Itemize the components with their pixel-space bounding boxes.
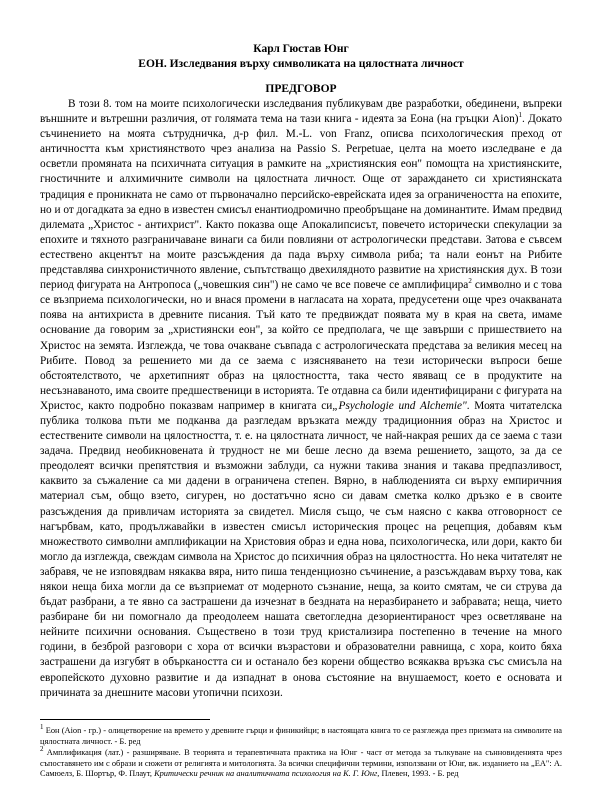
- footnote-2: [40, 745, 562, 780]
- body-text-part-4: . Моята читателска публика толкова пъти ме подканва да разгледам връзката между традиционния образ на Христос и естествените символи на цялостността, т. е. на цялостната личност, че най-накрая реших да се заема с тази задача. Предвид необикновената ѝ трудност не ми беше лесно да взема решението, защото, за да се преодолеят всички препятствия и възможни заблуди, са нужни такива знания и такава предпазливост, каквито за съжаление са ми дадени в ограничена степен. Вярно, в наблюденията си върху емпиричния материал съм, общо взето, сигурен, но достатъчно ясно си давам сметка колко дръзко е в своите разсъждения да привличам историята за свидетел. Мисля също, че съм наясно с каква отговорност се нагърбвам, като, продължавайки в известен смисъл историческия процес на рецепция, добавям към множеството символни амплификации на Христовия образ и една нова, психологическа, или дори, както би могло да изглежда, свеждам символа на Христос до психичния образ на цялостността. Но нека читателят не забравя, че не изповядвам някаква вяра, нито пиша тенденциозно съчинение, а разсъждавам върху това, как някои неща биха могли да се възприемат от модерното съзнание, неща, за които смятам, че си струва да бъдат разбрани, а те явно са застрашени да изчезнат в бездната на неразбирането и забравата; неща, чието разбиране би ни помогнало да преодолеем нашата светоглeдна дезориентираност чрез осветляване на нейните психични основания. Съществено в този труд кристализира постепенно в течение на много години, в безброй разговори с хора от всички възрастови и образователни равнища, с хора, които бяха застрашени да изгубят в объркаността си и останало без корени общество всякаква връзка със смисъла на европейското духовно развитие и да изпаднат в онова състояние на внушаемост, което е основата и причината за днешните масови утопични психози.: [40, 399, 563, 699]
- body-text-part-3: символно и с това се възприема психологически, но и внася промени в нагласата на хората, предусетени още чрез очакваната поява на антихриста в древните писания. Тъй като те предвиждат появата му в края на света, имаме основание да говорим за „християнски еон", за който се предполага, че ще завърши с пришествието на Христос на земята. Изглежда, че това очакване съвпада с астрологическата представа за великия месец на Рибите. Повод за решението ми да се заема с изясняването на тези исторически въпроси беше обстоятелството, че архетипният образ на цялостността, така често явяващ се в продуктите на несъзнаваното, има своите предшественици в историята. Те отдавна са били идентифицирани с фигурата на Христос, както подробно показвам например в книгата си: [40, 279, 562, 412]
- footnote-ref-2[interactable]: 2: [468, 277, 472, 286]
- author-name: Карл Гюстав Юнг: [253, 43, 349, 55]
- footnote-ref-1[interactable]: 1: [518, 111, 523, 120]
- footnotes-section: [40, 723, 563, 781]
- section-heading: ПРЕДГОВОР: [265, 83, 337, 95]
- footnote-2-text: Амплификация (лат.) - разширяване. В теорията и терапевтичната практика на Юнг - част от метода за тълкуване на сънновиденията чрез съпоставянето им с образи и сюжети от религията и митологията. За всички специфични термини, използвани от Юнг, вж. изданието на „ЕА": А. Самюелз, Б. Шортър, Ф. Плаут,: [40, 748, 562, 779]
- book-title: ЕОН. Изследвания върху символиката на цялостната личност: [138, 58, 464, 70]
- footnote-divider: [40, 719, 210, 720]
- document-page: [40, 42, 562, 701]
- body-paragraph: [40, 97, 562, 701]
- footnote-2-tail: , Плевен, 1993. - Б. ред: [377, 769, 459, 779]
- body-text-part-2: . Докато съчинението на моята сътрудничка, д-р фил. M.-L. von Franz, описва психологическия преход от античността към християнството чрез анализа на Passio S. Perpetuae, целта на моето изследване е да осветли промяната на психичната ситуация в рамките на „християнския еон" помощта на християнските, гностичните и алхимичните символи на цялостната личност. Още от зараждането си християнската традиция е проникната не само от първоначално персийско-еврейската идея за ограничеността на епохите, но и от догадката за едно в известен смисъл енантиодромично преобръщане на доминантите. Имам предвид дилемата „Христос - антихрист". Както показва още Апокалипсисът, повечето исторически спекулации за епохите и тяхното разграничаване винаги са били повлияни от астрологически представи. Затова е съвсем естествено акцентът на моите разсъждения да пада върху символа риба; та нали еонът на Рибите представлява синхронистичното явление, съпътстващо двехилядното развитие на християнския дух. В този период фигурата на Антропоса („човешкия син") не само че все повече се амплифицира: [40, 113, 563, 292]
- cited-book-title: „Psychologie und Alchemie": [332, 399, 467, 412]
- footnote-2-book-title: Критически речник на аналитичната психология на К. Г. Юнг: [154, 769, 378, 779]
- body-text-part-1: В този 8. том на моите психологически изследвания публикувам две разработки, обединени, въпреки външните и вътрешни различия, от голямата тема на тази книга - идеята за Еона (на гръцки Aion): [40, 98, 562, 126]
- footnote-1-mark: 1: [40, 723, 44, 732]
- footnote-1: [40, 723, 563, 747]
- footnote-1-text: Еон (Aion - гр.) - олицетворение на времето у древните гърци и финикийци; в настоящата книга то се разглежда през призмата на символите на цялостната личност. - Б. ред: [40, 726, 563, 746]
- footnote-2-mark: 2: [40, 745, 44, 754]
